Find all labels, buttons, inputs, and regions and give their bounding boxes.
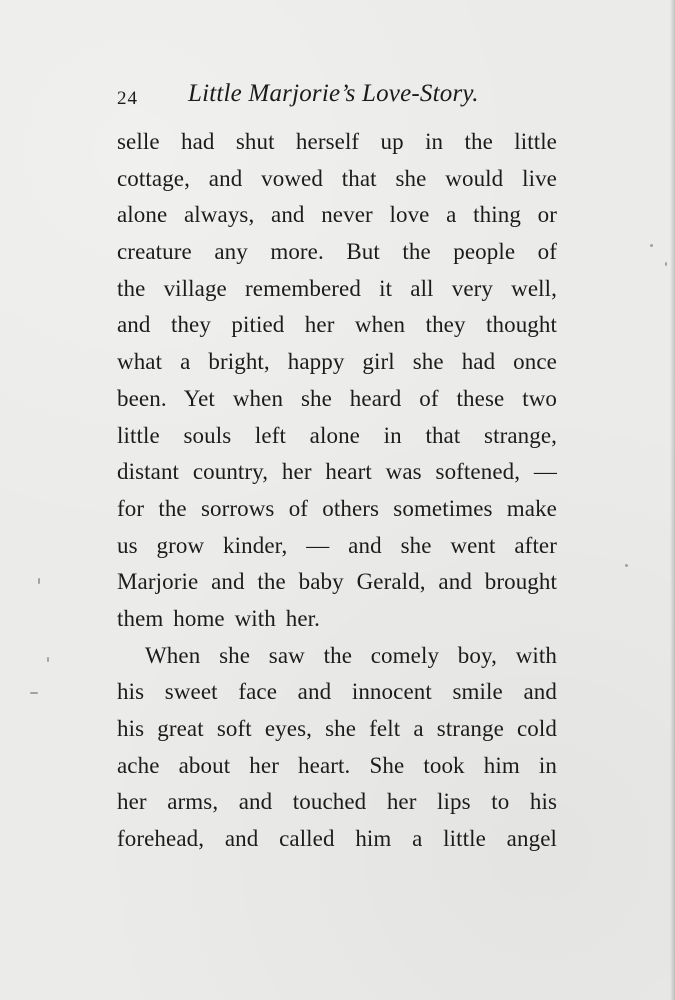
paper-speck — [30, 692, 38, 694]
text-line: us grow kinder, — and she went after — [117, 532, 557, 558]
text-line: little souls left alone in that strange, — [117, 422, 557, 448]
text-line: what a bright, happy girl she had once — [117, 349, 557, 375]
text-line: the village remembered it all very well, — [117, 275, 557, 301]
page-header — [117, 80, 557, 114]
text-line: her arms, and touched her lips to his — [117, 789, 557, 815]
paragraph-last-line: them home with her. — [117, 605, 320, 631]
text-line: and they pitied her when they thought — [117, 312, 557, 338]
page-edge-shadow — [670, 0, 675, 1000]
text-line: distant country, her heart was softened, — — [117, 459, 557, 485]
paper-speck — [38, 578, 40, 584]
paragraph-first-line: When she saw the comely boy, with — [145, 642, 557, 668]
running-title: Little Marjorie’s Love-Story. — [188, 80, 479, 107]
text-line: been. Yet when she heard of these two — [117, 385, 557, 411]
text-line: his sweet face and innocent smile and — [117, 679, 557, 705]
text-line: for the sorrows of others sometimes make — [117, 495, 557, 521]
paper-speck — [47, 657, 49, 662]
page-number: 24 — [117, 88, 138, 109]
text-line: selle had shut herself up in the little — [117, 129, 557, 154]
text-line: his great soft eyes, she felt a strange cold — [117, 716, 557, 741]
body-text — [117, 124, 557, 858]
text-line: Marjorie and the baby Gerald, and brought — [117, 569, 557, 595]
text-line: ache about her heart. She took him in — [117, 752, 557, 778]
text-line: alone always, and never love a thing or — [117, 202, 557, 228]
paper-speck — [650, 244, 653, 247]
paper-speck — [625, 564, 628, 567]
text-line: forehead, and called him a little angel — [117, 826, 557, 852]
text-line: creature any more. But the people of — [117, 239, 557, 265]
paper-speck — [665, 262, 667, 266]
text-line: cottage, and vowed that she would live — [117, 165, 557, 191]
